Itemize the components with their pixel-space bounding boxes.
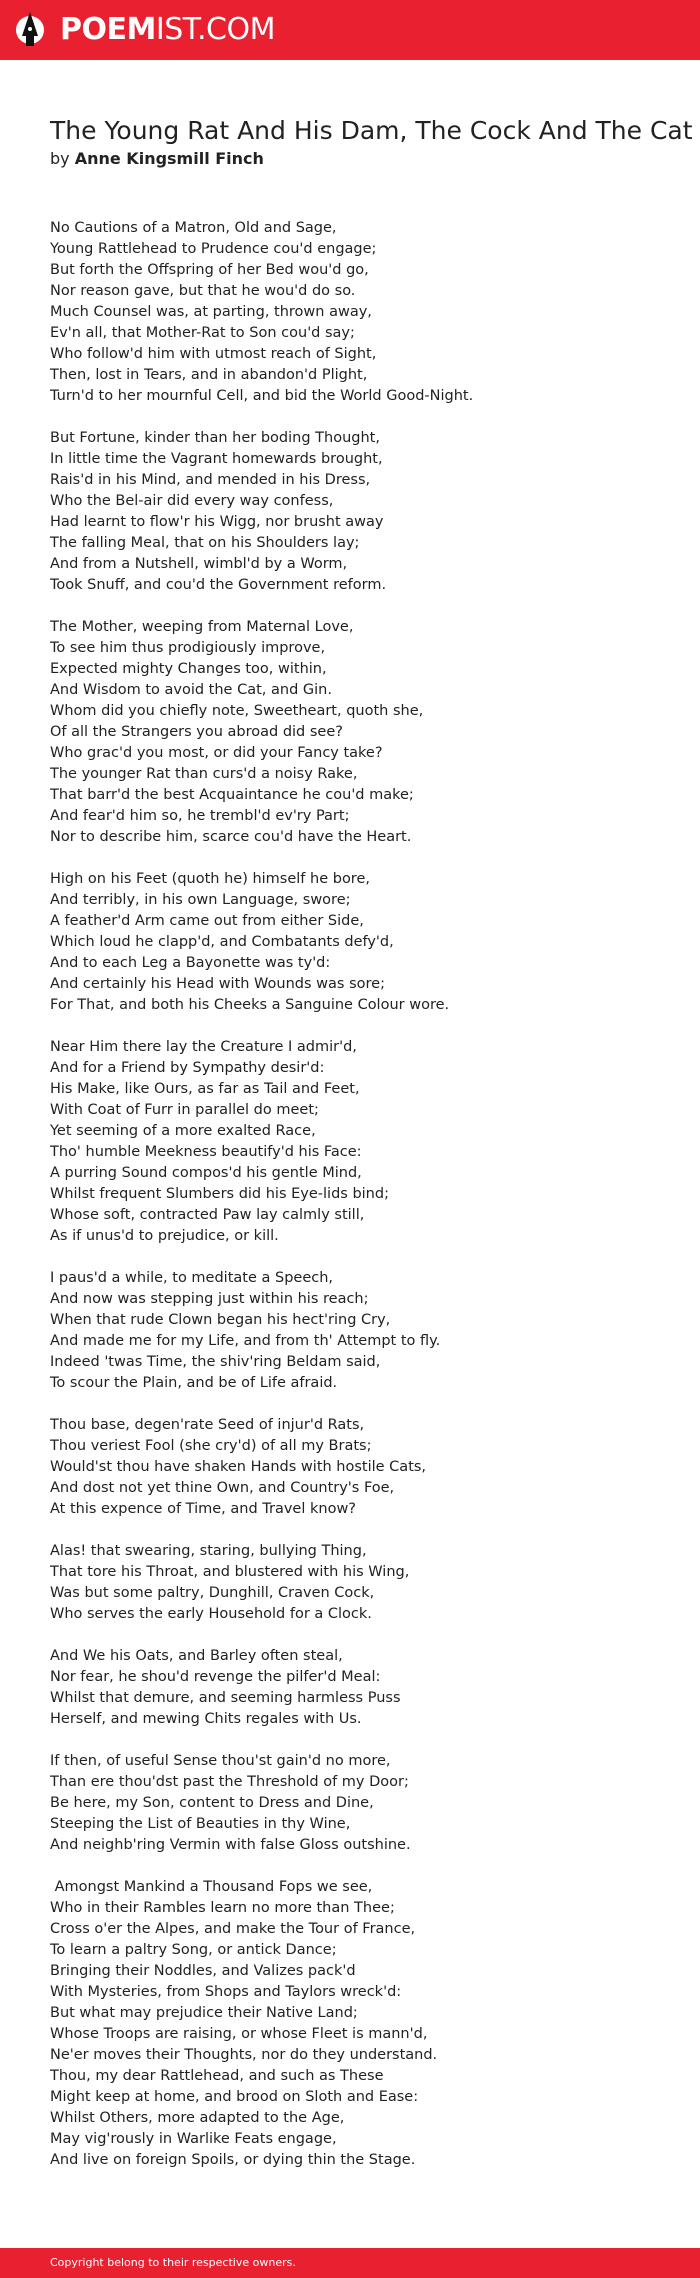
poem-line: Who follow'd him with utmost reach of Sight, (50, 346, 377, 362)
poem-line: Steeping the List of Beauties in thy Wine, (50, 1816, 351, 1832)
poem-line: Whilst Others, more adapted to the Age, (50, 2110, 345, 2126)
site-footer (0, 2248, 700, 2278)
poem-line: Yet seeming of a more exalted Race, (50, 1123, 316, 1139)
poem-line: Nor to describe him, scarce cou'd have the Heart. (50, 829, 412, 845)
pen-nib-logo-icon[interactable] (16, 9, 44, 51)
poem-line: Indeed 'twas Time, the shiv'ring Beldam said, (50, 1354, 381, 1370)
poem-line: And Wisdom to avoid the Cat, and Gin. (50, 682, 332, 698)
poem-line: Expected mighty Changes too, within, (50, 661, 327, 677)
poem-line: Turn'd to her mournful Cell, and bid the World Good-Night. (50, 388, 474, 404)
poem-line: Took Snuff, and cou'd the Government reform. (50, 577, 387, 593)
poem-line: With Mysteries, from Shops and Taylors wreck'd: (50, 1984, 402, 2000)
poem-line: That tore his Throat, and blustered with his Wing, (50, 1564, 410, 1580)
poem-line: That barr'd the best Acquaintance he cou'd make; (50, 787, 414, 803)
poem-line: But forth the Offspring of her Bed wou'd go, (50, 262, 369, 278)
poem-title: The Young Rat And His Dam, The Cock And The Cat (50, 116, 693, 145)
poem-line: Tho' humble Meekness beautify'd his Face: (50, 1144, 362, 1160)
poem-line: And terribly, in his own Language, swore; (50, 892, 351, 908)
poem-line: But Fortune, kinder than her boding Thought, (50, 430, 380, 446)
poem-line: But what may prejudice their Native Land; (50, 2005, 358, 2021)
poem-line: Alas! that swearing, staring, bullying Thing, (50, 1543, 367, 1559)
poem-line: Ev'n all, that Mother-Rat to Son cou'd say; (50, 325, 355, 341)
poem-line: Cross o'er the Alpes, and make the Tour of France, (50, 1921, 416, 1937)
poem-line: And certainly his Head with Wounds was sore; (50, 976, 385, 992)
author-name: Anne Kingsmill Finch (74, 149, 264, 168)
poem-line: And dost not yet thine Own, and Country's Foe, (50, 1480, 395, 1496)
poem-line: And to each Leg a Bayonette was ty'd: (50, 955, 331, 971)
poem-line: To see him thus prodigiously improve, (50, 640, 326, 656)
poem-line: High on his Feet (quoth he) himself he bore, (50, 871, 370, 887)
poem-line: Whilst that demure, and seeming harmless Puss (50, 1690, 401, 1706)
poem-line: Might keep at home, and brood on Sloth and Ease: (50, 2089, 419, 2105)
poem-line: Whilst frequent Slumbers did his Eye-lids bind; (50, 1186, 389, 1202)
poem-line: Bringing their Noddles, and Valizes pack'd (50, 1963, 356, 1979)
poem-line: Thou veriest Fool (she cry'd) of all my Brats; (50, 1438, 372, 1454)
stanza (50, 1646, 670, 1730)
byline-label: by (50, 149, 70, 168)
poem-line: Than ere thou'dst past the Threshold of my Door; (50, 1774, 409, 1790)
poem-line: Thou, my dear Rattlehead, and such as These (50, 2068, 384, 2084)
stanza (50, 1268, 670, 1394)
poem-line: Thou base, degen'rate Seed of injur'd Rats, (50, 1417, 365, 1433)
poem-line: Nor fear, he shou'd revenge the pilfer'd Meal: (50, 1669, 381, 1685)
poem-line: To learn a paltry Song, or antick Dance; (50, 1942, 337, 1958)
poem-line: The younger Rat than curs'd a noisy Rake, (50, 766, 358, 782)
poem-line: Whose soft, contracted Paw lay calmly still, (50, 1207, 365, 1223)
poem-line: No Cautions of a Matron, Old and Sage, (50, 220, 337, 236)
poem-line: Herself, and mewing Chits regales with Us. (50, 1711, 362, 1727)
stanza (50, 869, 670, 1016)
poem-line: A purring Sound compos'd his gentle Mind, (50, 1165, 362, 1181)
poem-line: In little time the Vagrant homewards brought, (50, 451, 383, 467)
poem-line: Of all the Strangers you abroad did see? (50, 724, 343, 740)
poem-line: A feather'd Arm came out from either Side, (50, 913, 364, 929)
poem-line: As if unus'd to prejudice, or kill. (50, 1228, 279, 1244)
stanza (50, 428, 670, 596)
poem-line: Who the Bel-air did every way confess, (50, 493, 334, 509)
stanza (50, 1415, 670, 1520)
stanza (50, 218, 670, 407)
poem-line: Near Him there lay the Creature I admir'd, (50, 1039, 357, 1055)
site-logo[interactable] (60, 12, 275, 48)
stanza (50, 617, 670, 848)
poem-line: Ne'er moves their Thoughts, nor do they understand. (50, 2047, 438, 2063)
poem-line: Whose Troops are raising, or whose Fleet is mann'd, (50, 2026, 428, 2042)
poem-line: Which loud he clapp'd, and Combatants defy'd, (50, 934, 394, 950)
poem-line: Was but some paltry, Dunghill, Craven Cock, (50, 1585, 375, 1601)
poem-line: Would'st thou have shaken Hands with hostile Cats, (50, 1459, 427, 1475)
poem-line: May vig'rously in Warlike Feats engage, (50, 2131, 337, 2147)
poem-line: Then, lost in Tears, and in abandon'd Plight, (50, 367, 368, 383)
stanza (50, 1877, 670, 2171)
stanza (50, 1541, 670, 1625)
poem-line: Rais'd in his Mind, and mended in his Dress, (50, 472, 371, 488)
poem-body (50, 218, 670, 2192)
poem-line: When that rude Clown began his hect'ring Cry, (50, 1312, 391, 1328)
stanza (50, 1751, 670, 1856)
poem-line: The Mother, weeping from Maternal Love, (50, 619, 354, 635)
poem-line: And for a Friend by Sympathy desir'd: (50, 1060, 325, 1076)
poem-line: His Make, like Ours, as far as Tail and Feet, (50, 1081, 360, 1097)
copyright-notice: Copyright belong to their respective owners. (50, 2256, 296, 2269)
poem-line: And from a Nutshell, wimbl'd by a Worm, (50, 556, 348, 572)
stanza (50, 1037, 670, 1247)
poem-line: Who grac'd you most, or did your Fancy take? (50, 745, 383, 761)
poem-line: Who in their Rambles learn no more than Thee; (50, 1900, 395, 1916)
logo-wordmark-bold: POEM (60, 12, 156, 47)
poem-line: Had learnt to flow'r his Wigg, nor brusht away (50, 514, 384, 530)
poem-line: Whom did you chiefly note, Sweetheart, quoth she, (50, 703, 424, 719)
poem-line: And neighb'ring Vermin with false Gloss outshine. (50, 1837, 411, 1853)
poem-line: And made me for my Life, and from th' Attempt to fly. (50, 1333, 441, 1349)
poem-line: At this expence of Time, and Travel know? (50, 1501, 356, 1517)
poem-line: To scour the Plain, and be of Life afraid. (50, 1375, 338, 1391)
poem-line: Amongst Mankind a Thousand Fops we see, (50, 1879, 373, 1895)
poem-line: Be here, my Son, content to Dress and Dine, (50, 1795, 374, 1811)
poem-line: For That, and both his Cheeks a Sanguine Colour wore. (50, 997, 450, 1013)
poem-line: Much Counsel was, at parting, thrown away, (50, 304, 372, 320)
poem-line: And We his Oats, and Barley often steal, (50, 1648, 343, 1664)
poem-line: Nor reason gave, but that he wou'd do so. (50, 283, 356, 299)
site-header (0, 0, 700, 60)
poem-line: Young Rattlehead to Prudence cou'd engage; (50, 241, 377, 257)
byline (50, 147, 264, 171)
poem-line: If then, of useful Sense thou'st gain'd no more, (50, 1753, 391, 1769)
poem-line: With Coat of Furr in parallel do meet; (50, 1102, 319, 1118)
poem-line: The falling Meal, that on his Shoulders lay; (50, 535, 360, 551)
poem-line: I paus'd a while, to meditate a Speech, (50, 1270, 334, 1286)
poem-line: Who serves the early Household for a Clock. (50, 1606, 372, 1622)
logo-wordmark-light: IST.COM (155, 12, 275, 47)
poem-line: And live on foreign Spoils, or dying thin the Stage. (50, 2152, 416, 2168)
poem-line: And fear'd him so, he trembl'd ev'ry Part; (50, 808, 350, 824)
poem-line: And now was stepping just within his reach; (50, 1291, 369, 1307)
